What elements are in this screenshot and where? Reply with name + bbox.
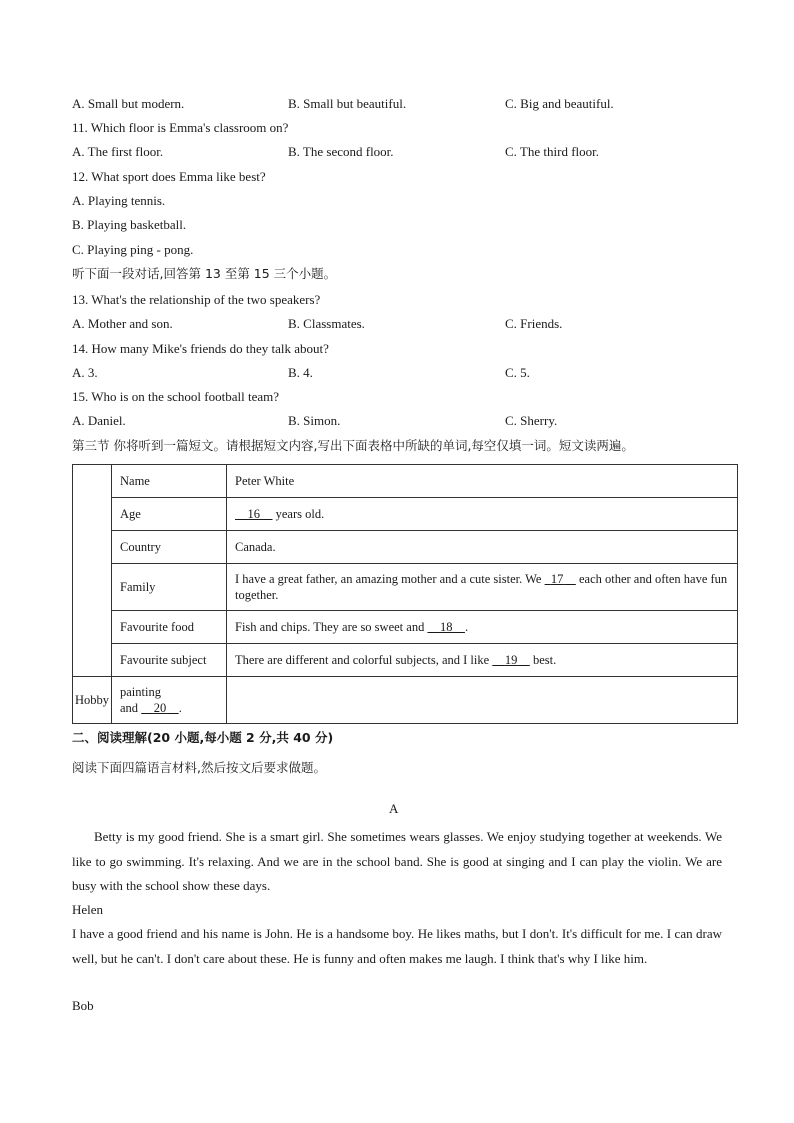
name-label: Name (112, 465, 227, 498)
age-suffix: years old. (272, 507, 325, 521)
q13-options (72, 316, 732, 332)
q13-option-a[interactable]: A. Mother and son. (72, 316, 173, 331)
q15-question: 15. Who is on the school football team? (72, 389, 279, 404)
q14-option-b[interactable]: B. 4. (288, 365, 313, 380)
q10-option-a[interactable]: A. Small but modern. (72, 96, 185, 111)
blank-18[interactable]: 18 (439, 620, 453, 634)
passage-a-letter: A (389, 801, 399, 816)
instruction-13-15: 听下面一段对话,回答第 13 至第 15 三个小题。 (72, 266, 337, 281)
blank-17[interactable]: 17 (550, 572, 564, 586)
country-value: Canada. (227, 531, 738, 564)
q13-option-c[interactable]: C. Friends. (505, 316, 563, 331)
q11-option-b[interactable]: B. The second floor. (288, 144, 394, 159)
q11-question: 11. Which floor is Emma's classroom on? (72, 120, 289, 135)
hobby-suffix: . (178, 701, 182, 715)
hobby-cell (112, 677, 227, 724)
q12-option-c[interactable]: C. Playing ping - pong. (72, 242, 194, 257)
subject-prefix: There are different and colorful subjects, and I like (235, 653, 493, 667)
family-suffix: each other and often have fun together. (235, 572, 728, 602)
food-suffix: . (464, 620, 469, 634)
table-row-age (73, 498, 738, 531)
table-row-family (73, 564, 738, 611)
q12-option-b[interactable]: B. Playing basketball. (72, 217, 187, 232)
hobby-label: Hobby (73, 677, 112, 724)
blank-20[interactable]: 20 (153, 701, 167, 715)
section3-instruction: 第三节 你将听到一篇短文。请根据短文内容,写出下面表格中所缺的单词,每空仅填一词。短文读两遍。 (72, 438, 634, 453)
table-row-name (73, 465, 738, 498)
family-label: Family (112, 564, 227, 611)
subject-label: Favourite subject (112, 644, 227, 677)
q15-options (72, 413, 732, 429)
q12-option-a[interactable]: A. Playing tennis. (72, 193, 166, 208)
age-label: Age (112, 498, 227, 531)
name-value: Peter White (227, 465, 738, 498)
q14-question: 14. How many Mike's friends do they talk about? (72, 341, 329, 356)
q15-option-c[interactable]: C. Sherry. (505, 413, 558, 428)
q14-option-a[interactable]: A. 3. (72, 365, 98, 380)
merged-empty-cell (73, 465, 112, 677)
family-cell (227, 564, 738, 611)
age-cell (227, 498, 738, 531)
q13-question: 13. What's the relationship of the two speakers? (72, 292, 321, 307)
hobby-line1: painting (120, 685, 161, 699)
table-row-hobby (73, 677, 738, 724)
q11-option-c[interactable]: C. The third floor. (505, 144, 600, 159)
hobby-and: and (120, 701, 142, 715)
blank-19[interactable]: 19 (504, 653, 518, 667)
q10-option-c[interactable]: C. Big and beautiful. (505, 96, 614, 111)
q13-option-b[interactable]: B. Classmates. (288, 316, 365, 331)
food-label: Favourite food (112, 611, 227, 644)
q14-option-c[interactable]: C. 5. (505, 365, 530, 380)
info-table (72, 464, 738, 724)
q10-option-b[interactable]: B. Small but beautiful. (288, 96, 407, 111)
q15-option-a[interactable]: A. Daniel. (72, 413, 126, 428)
table-row-food (73, 611, 738, 644)
q15-option-b[interactable]: B. Simon. (288, 413, 341, 428)
q10-options (72, 96, 732, 112)
hobby-line2 (120, 700, 218, 716)
passage-a-author1: Helen (72, 902, 104, 917)
food-prefix: Fish and chips. They are so sweet and (235, 620, 428, 634)
blank-16[interactable]: 16 (247, 507, 260, 521)
part2-instruction: 阅读下面四篇语言材料,然后按文后要求做题。 (72, 760, 326, 775)
part2-heading: 二、阅读理解(20 小题,每小题 2 分,共 40 分) (72, 730, 334, 745)
q14-options (72, 365, 732, 381)
subject-cell (227, 644, 738, 677)
subject-suffix: best. (529, 653, 557, 667)
hobby-empty-cell (227, 677, 738, 724)
passage-a-author2: Bob (72, 998, 94, 1013)
passage-a-para1: Betty is my good friend. She is a smart girl. She sometimes wears glasses. We enjoy studying together at weekends. We like to go swimming. It's relaxing. And we are in the school band. She is good at singing and I can play the violin. We are busy with the school show these days. (72, 829, 722, 893)
q11-option-a[interactable]: A. The first floor. (72, 144, 164, 159)
family-prefix: I have a great father, an amazing mother and a cute sister. We (235, 572, 545, 586)
q12-question: 12. What sport does Emma like best? (72, 169, 266, 184)
table-row-subject (73, 644, 738, 677)
passage-a-para2: I have a good friend and his name is John. He is a handsome boy. He likes maths, but I don't. It's difficult for me. I can draw well, but he can't. I don't care about these. He is funny and often makes me laugh. I think that's why I like him. (72, 926, 722, 966)
table-row-country (73, 531, 738, 564)
country-label: Country (112, 531, 227, 564)
q11-options (72, 144, 732, 160)
food-cell (227, 611, 738, 644)
